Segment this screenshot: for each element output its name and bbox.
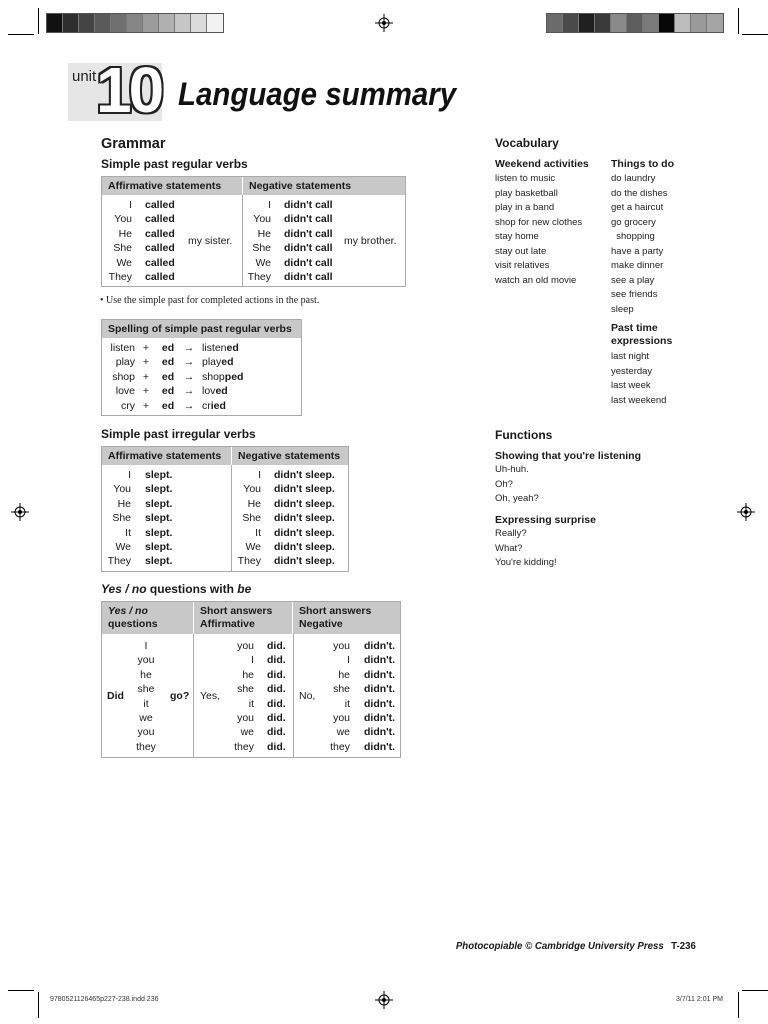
subject-pronoun: he xyxy=(242,668,254,681)
color-swatch xyxy=(611,14,627,32)
verb-form: didn't. xyxy=(364,697,396,710)
color-swatch xyxy=(159,14,175,32)
past-time-list xyxy=(611,350,666,408)
page-footer xyxy=(456,940,696,952)
color-swatch xyxy=(143,14,159,32)
verb-form: slept. xyxy=(145,555,173,568)
color-calibration-bar-left xyxy=(46,13,224,33)
header-line: questions xyxy=(108,618,158,630)
base-verb: cry xyxy=(121,399,135,412)
arrow-icon: → xyxy=(183,356,195,369)
registration-mark-icon xyxy=(375,14,393,32)
verb-form: didn't. xyxy=(364,668,396,681)
verb-form: didn't call xyxy=(284,227,333,240)
subject-pronoun: You xyxy=(113,483,131,496)
subject-pronoun: we xyxy=(336,726,350,739)
vocabulary-item: stay out late xyxy=(495,245,547,257)
verb-form: didn't sleep. xyxy=(274,512,335,525)
past-form-stem: play xyxy=(202,356,222,369)
date-slug: 3/7/11 2:01 PM xyxy=(676,996,723,1003)
function-phrase: Uh-huh. xyxy=(495,464,529,475)
arrow-icon: → xyxy=(183,370,195,383)
regular-neg-subjects xyxy=(243,198,271,284)
subject-pronoun: I xyxy=(258,469,261,481)
subject-pronoun: You xyxy=(114,213,132,226)
subject-pronoun: He xyxy=(117,497,131,510)
spelling-row xyxy=(104,341,294,355)
irregular-verbs-heading: Simple past irregular verbs xyxy=(101,427,256,441)
affirmative-answer-verbs xyxy=(267,639,286,754)
function-phrase: Oh, yeah? xyxy=(495,493,539,504)
past-form-stem: listen xyxy=(202,342,227,354)
yesno-heading-part: Yes / no xyxy=(101,582,147,596)
subject-pronoun: she xyxy=(237,683,254,696)
verb-form: did. xyxy=(267,712,286,725)
vocabulary-item: make dinner xyxy=(611,260,664,271)
did-word: Did xyxy=(107,690,124,702)
verb-form: didn't. xyxy=(364,683,396,696)
page-title: Language summary xyxy=(178,76,457,112)
subject-pronoun: we xyxy=(139,712,153,725)
color-swatch xyxy=(111,14,127,32)
subject-pronoun: It xyxy=(125,526,131,539)
subject-pronoun: We xyxy=(245,541,261,554)
color-swatch xyxy=(47,14,63,32)
yes-word: Yes, xyxy=(200,690,221,702)
verb-form: slept. xyxy=(145,526,173,539)
things-to-do-heading: Things to do xyxy=(611,158,674,170)
ed-suffix: ed xyxy=(161,399,175,412)
subject-pronoun: she xyxy=(333,683,350,696)
header-line: Short answers xyxy=(200,605,273,617)
vocabulary-item: watch an old movie xyxy=(495,274,577,286)
table-header-questions xyxy=(102,602,194,634)
verb-form: didn't call xyxy=(284,199,333,211)
verb-form: slept. xyxy=(145,541,173,554)
subject-pronoun: we xyxy=(240,726,254,739)
verb-form: didn't call xyxy=(284,256,333,269)
heading-line: expressions xyxy=(611,335,673,347)
subject-pronoun: you xyxy=(237,712,254,725)
past-form-ending: ed xyxy=(215,385,228,398)
verb-form: didn't sleep. xyxy=(274,555,335,568)
subject-pronoun: We xyxy=(115,541,131,554)
subject-pronoun: you xyxy=(137,726,155,739)
color-swatch xyxy=(207,14,223,32)
verb-form: called xyxy=(145,227,175,240)
past-form xyxy=(202,399,226,413)
unit-number: 10 xyxy=(96,54,162,126)
irregular-neg-verbs xyxy=(274,468,335,569)
past-form xyxy=(202,355,234,369)
subject-pronoun: I xyxy=(268,199,271,211)
registration-mark-icon xyxy=(11,503,29,521)
verb-form: didn't. xyxy=(364,640,396,652)
verb-form: didn't sleep. xyxy=(274,469,335,481)
vocabulary-item: play in a band xyxy=(495,202,555,213)
table-header-negative: Negative statements xyxy=(243,177,405,195)
spelling-row xyxy=(104,355,294,369)
ed-suffix: ed xyxy=(161,385,175,398)
usage-note: • Use the simple past for completed actions in the past. xyxy=(100,295,320,306)
verb-form: slept. xyxy=(145,512,173,525)
color-calibration-bar-right xyxy=(546,13,724,33)
verb-form: did. xyxy=(267,668,286,681)
things-to-do-list xyxy=(611,172,668,317)
subject-pronoun: it xyxy=(344,697,350,710)
subject-pronoun: We xyxy=(116,256,132,269)
color-swatch xyxy=(95,14,111,32)
table-header-negative: Negative statements xyxy=(232,447,348,465)
verb-form: called xyxy=(145,242,175,255)
past-form xyxy=(202,341,239,355)
subject-pronoun: it xyxy=(248,697,254,710)
subject-pronoun: I xyxy=(128,469,131,481)
vocabulary-item: sleep xyxy=(611,303,634,315)
verb-form: slept. xyxy=(145,469,173,481)
verb-form: did. xyxy=(267,740,286,753)
verb-form: didn't. xyxy=(364,654,396,667)
subject-pronoun: You xyxy=(253,213,271,226)
verb-form: called xyxy=(145,199,175,211)
verb-form: didn't. xyxy=(364,740,396,753)
subject-pronoun: He xyxy=(118,227,132,240)
vocabulary-item: do the dishes xyxy=(611,187,668,199)
subject-pronoun: She xyxy=(252,242,271,255)
vocabulary-item: visit relatives xyxy=(495,260,550,271)
verb-form: did. xyxy=(267,697,286,710)
surprise-heading: Expressing surprise xyxy=(495,514,596,526)
crop-mark xyxy=(8,34,34,35)
arrow-icon: → xyxy=(183,342,195,354)
vocabulary-item: see friends xyxy=(611,289,658,300)
subject-pronoun: He xyxy=(257,227,271,240)
verb-form: did. xyxy=(267,683,286,696)
color-swatch xyxy=(659,14,675,32)
vocabulary-item: yesterday xyxy=(611,365,653,377)
no-word: No, xyxy=(299,690,316,702)
crop-mark xyxy=(742,34,768,35)
verb-form: didn't sleep. xyxy=(274,541,335,554)
subject-pronoun: I xyxy=(347,654,350,667)
listening-list xyxy=(495,463,539,507)
color-swatch xyxy=(627,14,643,32)
regular-neg-object: my brother. xyxy=(344,235,397,247)
verb-form: didn't call xyxy=(284,213,333,226)
verb-form: didn't. xyxy=(364,726,396,739)
vocabulary-item: listen to music xyxy=(495,173,556,184)
subject-pronoun: I xyxy=(129,199,132,211)
subject-pronoun: she xyxy=(137,683,155,696)
base-verb: love xyxy=(115,385,135,398)
page-number: T-236 xyxy=(671,940,696,952)
question-subjects xyxy=(135,639,157,754)
surprise-list xyxy=(495,527,557,571)
arrow-icon: → xyxy=(183,399,195,412)
past-form xyxy=(202,370,243,384)
regular-aff-subjects xyxy=(104,198,132,284)
subject-pronoun: it xyxy=(143,697,149,710)
regular-neg-verbs xyxy=(284,198,333,284)
color-swatch xyxy=(643,14,659,32)
base-verb: play xyxy=(115,356,135,369)
subject-pronoun: he xyxy=(338,668,350,681)
subject-pronoun: We xyxy=(255,256,271,269)
crop-mark xyxy=(738,992,739,1018)
verb-form: didn't. xyxy=(364,712,396,725)
file-slug: 9780521126465p227-238.indd 236 xyxy=(50,996,159,1003)
crop-mark xyxy=(38,992,39,1018)
past-form xyxy=(202,384,228,398)
unit-label: unit xyxy=(72,68,97,85)
verb-form: didn't sleep. xyxy=(274,526,335,539)
verb-form: called xyxy=(145,271,175,284)
heading-line: Past time xyxy=(611,322,658,334)
crop-mark xyxy=(742,990,768,991)
vocabulary-item: stay home xyxy=(495,231,539,242)
spelling-rows xyxy=(104,341,294,413)
vocabulary-item: have a party xyxy=(611,245,664,257)
plus-sign: + xyxy=(142,342,150,354)
color-swatch xyxy=(79,14,95,32)
verb-form: didn't sleep. xyxy=(274,483,335,496)
yesno-heading xyxy=(101,582,251,596)
regular-aff-object: my sister. xyxy=(188,235,233,247)
verb-form: didn't call xyxy=(284,242,333,255)
subject-pronoun: She xyxy=(113,242,132,255)
spelling-row xyxy=(104,384,294,398)
vocabulary-item: see a play xyxy=(611,274,655,286)
subject-pronoun: She xyxy=(242,512,261,525)
past-time-heading xyxy=(611,322,672,348)
arrow-icon: → xyxy=(183,385,195,398)
color-swatch xyxy=(675,14,691,32)
subject-pronoun: They xyxy=(107,555,131,568)
verb-form: didn't call xyxy=(284,271,333,284)
subject-pronoun: you xyxy=(333,712,350,725)
subject-pronoun: He xyxy=(247,497,261,510)
table-header-short-affirmative xyxy=(194,602,293,634)
verb-form: did. xyxy=(267,640,286,652)
subject-pronoun: they xyxy=(136,740,156,753)
ed-suffix: ed xyxy=(161,370,175,383)
plus-sign: + xyxy=(142,399,150,412)
crop-mark xyxy=(738,8,739,34)
function-phrase: You're kidding! xyxy=(495,557,557,568)
spelling-table-header: Spelling of simple past regular verbs xyxy=(102,320,301,338)
irregular-aff-verbs xyxy=(145,468,172,569)
header-line: Short answers xyxy=(299,605,372,617)
subject-pronoun: They xyxy=(108,271,132,284)
header-line: Yes / no xyxy=(108,605,148,617)
subject-pronoun: They xyxy=(237,555,261,568)
base-verb: listen xyxy=(110,342,135,354)
subject-pronoun: It xyxy=(255,526,261,539)
negative-answer-subjects xyxy=(324,639,350,754)
negative-answer-verbs xyxy=(364,639,395,754)
color-swatch xyxy=(691,14,707,32)
yesno-heading-part: questions with xyxy=(146,582,238,596)
go-word: go? xyxy=(170,690,190,702)
functions-heading: Functions xyxy=(495,428,553,442)
grammar-heading: Grammar xyxy=(101,136,166,152)
color-swatch xyxy=(547,14,563,32)
past-form-ending: ied xyxy=(210,399,226,412)
table-header-affirmative: Affirmative statements xyxy=(102,447,232,465)
spelling-row xyxy=(104,370,294,384)
color-swatch xyxy=(707,14,723,32)
vocabulary-item: get a haircut xyxy=(611,202,664,213)
function-phrase: Really? xyxy=(495,528,527,539)
subject-pronoun: you xyxy=(237,640,254,652)
subject-pronoun: you xyxy=(333,640,350,652)
spelling-row xyxy=(104,399,294,413)
regular-verbs-heading: Simple past regular verbs xyxy=(101,157,248,171)
verb-form: slept. xyxy=(145,497,173,510)
subject-pronoun: he xyxy=(140,668,152,681)
affirmative-answer-subjects xyxy=(228,639,254,754)
color-swatch xyxy=(191,14,207,32)
color-swatch xyxy=(595,14,611,32)
subject-pronoun: I xyxy=(144,640,148,652)
vocabulary-item: shopping xyxy=(611,231,655,242)
ed-suffix: ed xyxy=(161,342,175,354)
past-form-ending: ed xyxy=(226,342,239,354)
subject-pronoun: you xyxy=(137,654,155,667)
vocabulary-heading: Vocabulary xyxy=(495,136,559,150)
subject-pronoun: they xyxy=(330,740,350,753)
vocabulary-item: last night xyxy=(611,351,650,362)
subject-pronoun: They xyxy=(247,271,271,284)
crop-mark xyxy=(8,990,34,991)
subject-pronoun: they xyxy=(234,740,254,753)
verb-form: did. xyxy=(267,654,286,667)
past-form-ending: ped xyxy=(224,370,244,383)
listening-heading: Showing that you're listening xyxy=(495,450,642,462)
vocabulary-item: play basketball xyxy=(495,187,558,199)
footer-credit: Photocopiable © Cambridge University Press xyxy=(456,940,664,952)
verb-form: did. xyxy=(267,726,286,739)
yesno-heading-part: be xyxy=(237,582,252,596)
irregular-neg-subjects xyxy=(233,468,261,569)
vocabulary-item: shop for new clothes xyxy=(495,216,583,228)
past-form-stem: lov xyxy=(202,385,216,398)
color-swatch xyxy=(175,14,191,32)
vocabulary-item: last weekend xyxy=(611,394,667,406)
vocabulary-item: last week xyxy=(611,380,651,391)
registration-mark-icon xyxy=(375,991,393,1009)
weekend-activities-heading: Weekend activities xyxy=(495,158,589,170)
ed-suffix: ed xyxy=(161,356,175,369)
header-line: Affirmative xyxy=(200,618,255,630)
irregular-aff-subjects xyxy=(104,468,131,569)
vocabulary-item: do laundry xyxy=(611,173,656,184)
table-header-short-negative xyxy=(293,602,400,634)
crop-mark xyxy=(38,8,39,34)
registration-mark-icon xyxy=(737,503,755,521)
function-phrase: What? xyxy=(495,542,523,554)
past-form-ending: ed xyxy=(221,356,234,369)
verb-form: didn't sleep. xyxy=(274,497,335,510)
subject-pronoun: You xyxy=(243,483,261,496)
subject-pronoun: She xyxy=(112,512,131,525)
color-swatch xyxy=(563,14,579,32)
unit-badge xyxy=(68,35,162,126)
past-form-stem: shop xyxy=(202,370,225,383)
function-phrase: Oh? xyxy=(495,478,513,490)
table-header-affirmative: Affirmative statements xyxy=(102,177,243,195)
color-swatch xyxy=(579,14,595,32)
verb-form: slept. xyxy=(145,483,173,496)
verb-form: called xyxy=(145,213,175,226)
base-verb: shop xyxy=(112,370,135,383)
subject-pronoun: I xyxy=(251,654,254,667)
plus-sign: + xyxy=(142,370,150,383)
color-swatch xyxy=(63,14,79,32)
header-line: Negative xyxy=(299,618,343,630)
plus-sign: + xyxy=(142,356,150,369)
weekend-activities-list xyxy=(495,172,582,288)
regular-aff-verbs xyxy=(145,198,175,284)
verb-form: called xyxy=(145,256,175,269)
color-swatch xyxy=(127,14,143,32)
vocabulary-item: go grocery xyxy=(611,216,656,228)
past-form-stem: cr xyxy=(202,399,211,412)
plus-sign: + xyxy=(142,385,150,398)
